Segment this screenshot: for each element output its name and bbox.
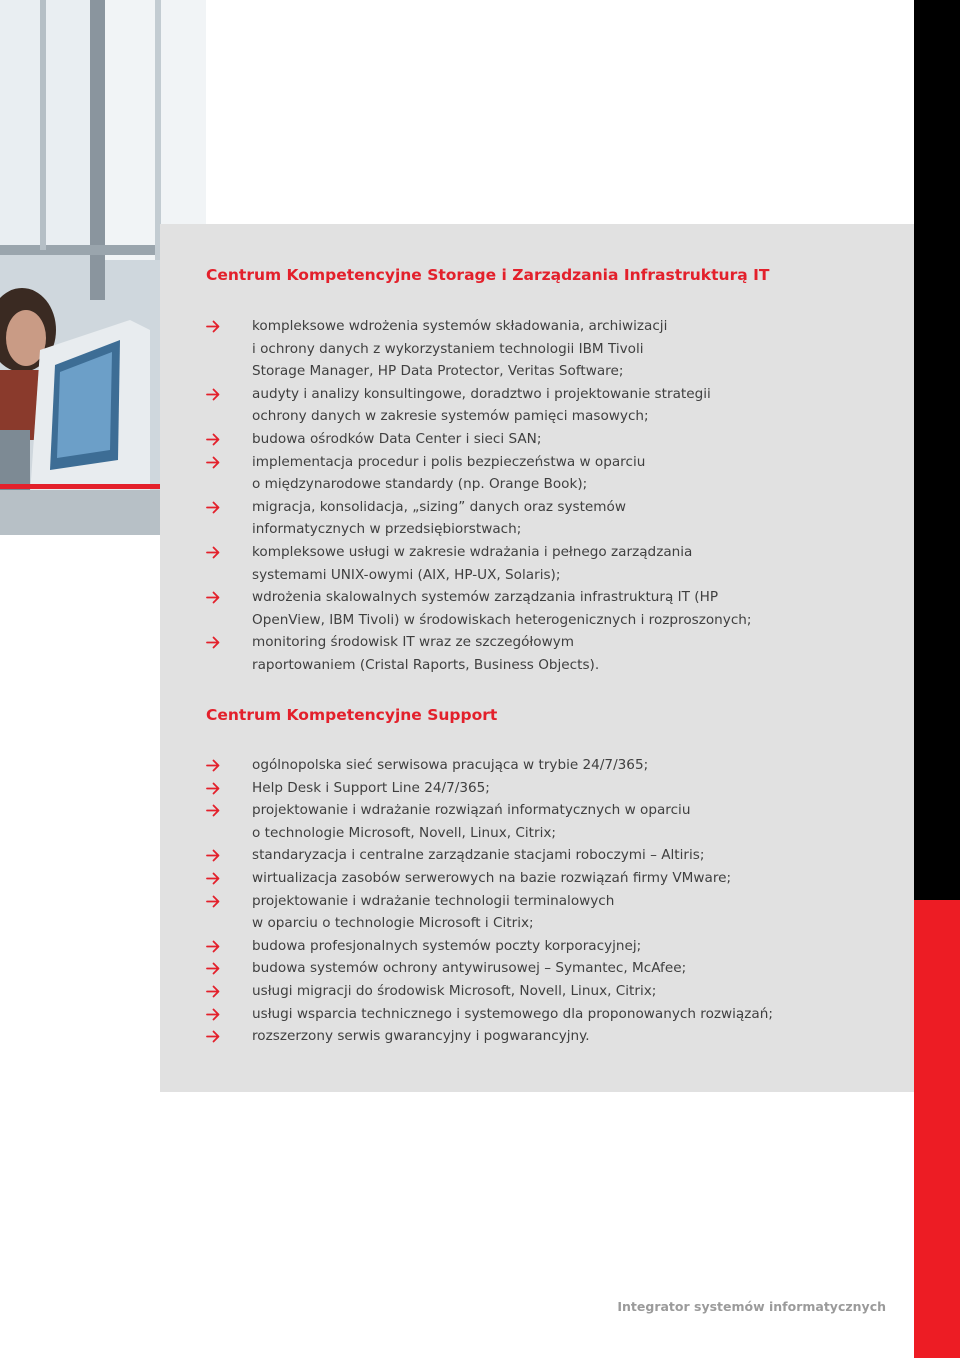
- arrow-right-icon: [206, 894, 221, 909]
- list-item: [206, 1003, 806, 1026]
- list-item-line: o międzynarodowe standardy (np. Orange Book);: [252, 476, 588, 493]
- section-title-support: Centrum Kompetencyjne Support: [206, 706, 498, 724]
- list-item-line: monitoring środowisk IT wraz ze szczegółowym: [252, 634, 575, 651]
- list-item: [206, 867, 806, 890]
- arrow-right-icon: [206, 319, 221, 334]
- list-item: [206, 980, 806, 1003]
- list-item-line: budowa ośrodków Data Center i sieci SAN;: [252, 430, 542, 447]
- arrow-right-icon: [206, 961, 221, 976]
- list-item-line: w oparciu o technologie Microsoft i Citrix;: [252, 915, 534, 932]
- list-item: [206, 754, 806, 777]
- list-item-line: Storage Manager, HP Data Protector, Veritas Software;: [252, 363, 624, 380]
- list-item-line: raportowaniem (Cristal Raports, Business Objects).: [252, 656, 600, 673]
- arrow-right-icon: [206, 590, 221, 605]
- arrow-right-icon: [206, 545, 221, 560]
- arrow-right-icon: [206, 871, 221, 886]
- arrow-right-icon: [206, 500, 221, 515]
- photo-accent-line: [0, 484, 160, 489]
- list-item: [206, 315, 806, 383]
- list-item: [206, 1025, 806, 1048]
- arrow-right-icon: [206, 1007, 221, 1022]
- arrow-right-icon: [206, 387, 221, 402]
- list-item-line: ogólnopolska sieć serwisowa pracująca w trybie 24/7/365;: [252, 757, 649, 773]
- side-bar-black: [914, 0, 960, 900]
- arrow-right-icon: [206, 939, 221, 954]
- list-item-line: wdrożenia skalowalnych systemów zarządzania infrastrukturą IT (HP: [252, 589, 719, 606]
- list-item: [206, 935, 806, 958]
- list-item-line: implementacja procedur i polis bezpieczeństwa w oparciu: [252, 453, 646, 470]
- list-item-line: o technologie Microsoft, Novell, Linux, Citrix;: [252, 824, 556, 841]
- arrow-right-icon: [206, 758, 221, 773]
- list-item-line: kompleksowe wdrożenia systemów składowania, archiwizacji: [252, 318, 668, 334]
- list-item-line: ochrony danych w zakresie systemów pamięci masowych;: [252, 408, 649, 425]
- list-item: [206, 844, 806, 867]
- arrow-right-icon: [206, 803, 221, 818]
- list-item: [206, 541, 806, 586]
- arrow-right-icon: [206, 781, 221, 796]
- list-item: [206, 631, 806, 676]
- list-item: [206, 383, 806, 428]
- list-item-line: systemami UNIX-owymi (AIX, HP-UX, Solaris);: [252, 566, 561, 583]
- list-item-line: usługi wsparcia technicznego i systemowego dla proponowanych rozwiązań;: [252, 1005, 773, 1022]
- list-item: [206, 586, 806, 631]
- list-item: [206, 890, 806, 935]
- list-item: [206, 451, 806, 496]
- list-item-line: budowa profesjonalnych systemów poczty korporacyjnej;: [252, 937, 642, 954]
- storage-services-list: [206, 315, 806, 677]
- list-item-line: OpenView, IBM Tivoli) w środowiskach heterogenicznych i rozproszonych;: [252, 611, 752, 628]
- list-item: [206, 799, 806, 844]
- arrow-right-icon: [206, 432, 221, 447]
- list-item-line: standaryzacja i centralne zarządzanie stacjami roboczymi – Altiris;: [252, 847, 705, 864]
- list-item: [206, 957, 806, 980]
- list-item-line: audyty i analizy konsultingowe, doradztwo i projektowanie strategii: [252, 385, 711, 402]
- side-bar-red: [914, 900, 960, 1358]
- list-item-line: kompleksowe usługi w zakresie wdrażania i pełnego zarządzania: [252, 543, 693, 560]
- section-title-storage: Centrum Kompetencyjne Storage i Zarządzania Infrastrukturą IT: [206, 266, 770, 284]
- list-item: [206, 428, 806, 451]
- arrow-right-icon: [206, 635, 221, 650]
- list-item-line: migracja, konsolidacja, „sizing” danych oraz systemów: [252, 498, 626, 515]
- support-services-list: [206, 754, 806, 1048]
- list-item-line: projektowanie i wdrażanie technologii terminalowych: [252, 892, 615, 909]
- list-item-line: wirtualizacja zasobów serwerowych na bazie rozwiązań firmy VMware;: [252, 869, 732, 886]
- arrow-right-icon: [206, 984, 221, 999]
- list-item-line: usługi migracji do środowisk Microsoft, Novell, Linux, Citrix;: [252, 982, 657, 999]
- list-item-line: informatycznych w przedsiębiorstwach;: [252, 521, 522, 538]
- list-item-line: i ochrony danych z wykorzystaniem technologii IBM Tivoli: [252, 340, 644, 357]
- list-item: [206, 777, 806, 800]
- list-item-line: budowa systemów ochrony antywirusowej – Symantec, McAfee;: [252, 960, 687, 977]
- arrow-right-icon: [206, 1029, 221, 1044]
- list-item-line: Help Desk i Support Line 24/7/365;: [252, 779, 490, 796]
- arrow-right-icon: [206, 455, 221, 470]
- arrow-right-icon: [206, 848, 221, 863]
- list-item-line: rozszerzony serwis gwarancyjny i pogwarancyjny.: [252, 1028, 590, 1045]
- list-item: [206, 496, 806, 541]
- footer-tagline: Integrator systemów informatycznych: [617, 1299, 886, 1314]
- list-item-line: projektowanie i wdrażanie rozwiązań informatycznych w oparciu: [252, 802, 691, 819]
